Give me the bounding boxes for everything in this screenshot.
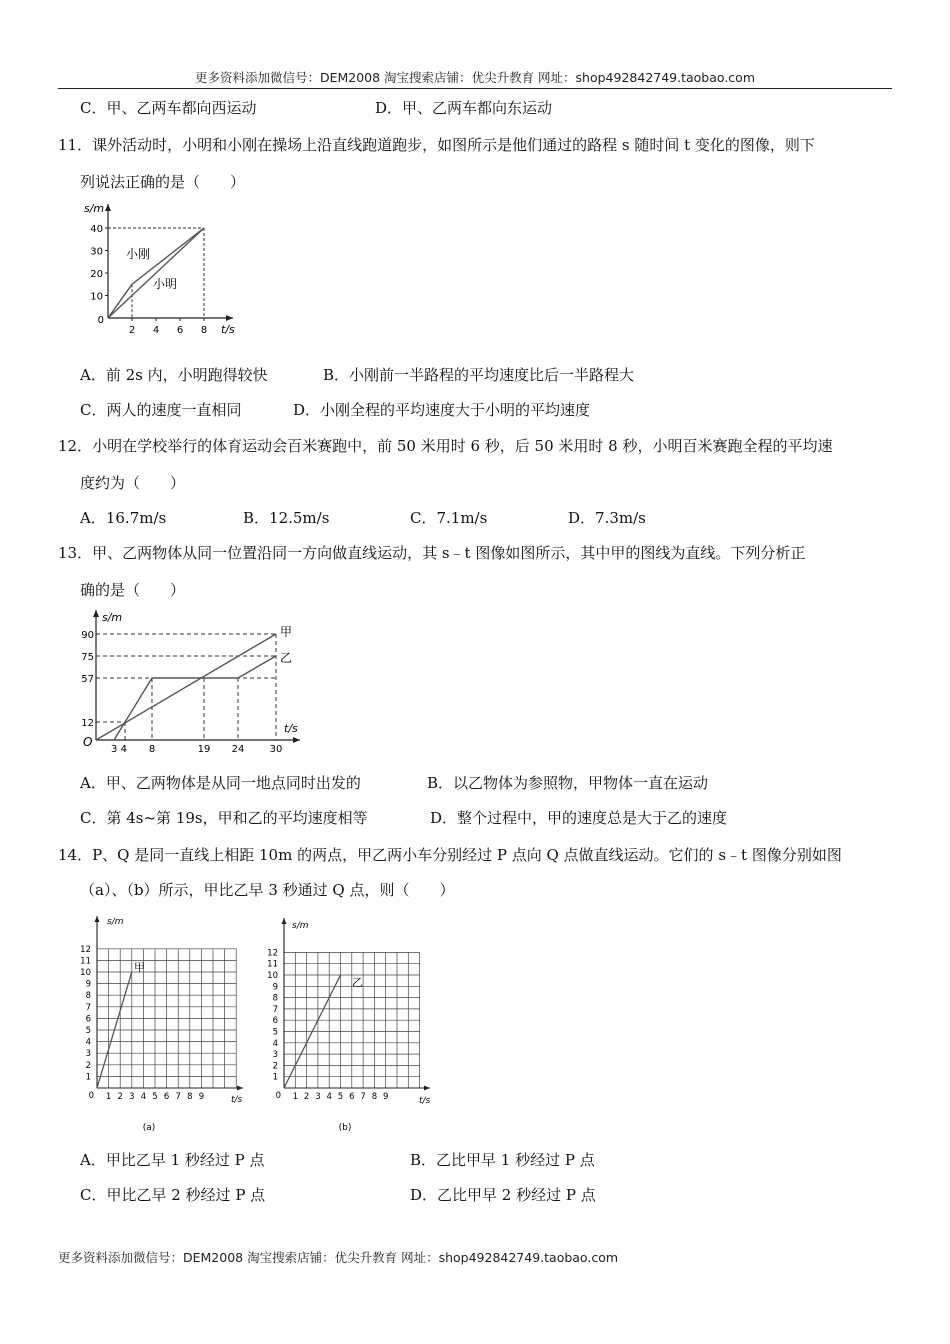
- x-axis-arrow: [237, 1086, 243, 1091]
- x-axis-label: t/s: [284, 722, 298, 735]
- x-tick-label: 8: [148, 744, 156, 754]
- y-axis-arrow: [282, 918, 287, 924]
- x-tick-label: 1: [292, 1092, 299, 1102]
- y-tick-label: 90: [81, 630, 94, 641]
- x-axis-arrow: [293, 737, 300, 743]
- y-tick-label: 1: [272, 1072, 278, 1083]
- x-tick-label: 9: [198, 1092, 205, 1102]
- y-tick-label: 5: [85, 1026, 91, 1036]
- series-label-jia: 甲: [280, 625, 293, 639]
- y-tick-label: 1: [85, 1072, 91, 1083]
- x-tick-label: 8: [200, 325, 208, 336]
- y-tick-label: 12: [80, 944, 91, 955]
- q11-chart: [78, 196, 248, 341]
- q10-option-d: D．甲、乙两车都向东运动: [375, 99, 553, 117]
- x-tick-label: 4: [152, 325, 160, 336]
- q13-option-d: D．整个过程中，甲的速度总是大于乙的速度: [430, 809, 728, 827]
- x-tick-label: 3: [129, 1092, 135, 1102]
- y-tick-label: 75: [81, 652, 94, 663]
- x-tick-label: 6: [176, 325, 184, 336]
- x-tick-label: 5: [337, 1092, 344, 1102]
- x-axis-arrow: [226, 315, 233, 321]
- x-tick-label: 7: [360, 1092, 366, 1102]
- q13-option-c: C．第 4s~第 19s，甲和乙的平均速度相等: [80, 809, 368, 827]
- q12-option-c: C．7.1m/s: [410, 509, 488, 527]
- chart-caption-a: (a): [142, 1123, 156, 1133]
- x-tick-label: 1: [105, 1092, 112, 1102]
- q12-stem-line2: 度约为（ ）: [80, 474, 186, 492]
- y-tick-label: 20: [90, 269, 103, 280]
- q13-option-a: A．甲、乙两物体是从同一地点同时出发的: [80, 774, 361, 792]
- q11-option-c: C．两人的速度一直相同: [80, 401, 242, 419]
- y-axis-arrow: [105, 204, 111, 211]
- series-yi-line: [114, 656, 276, 740]
- q11-option-a: A．前 2s 内，小明跑得较快: [80, 366, 268, 384]
- y-tick-label: 8: [272, 993, 278, 1004]
- x-tick-label: 7: [175, 1092, 181, 1102]
- q14-stem-line2: （a）、（b）所示，甲比乙早 3 秒通过 Q 点，则（ ）: [80, 881, 455, 899]
- x-axis-label: t/s: [231, 1095, 243, 1105]
- x-tick-label: 2: [117, 1092, 123, 1102]
- x-axis-label: t/s: [221, 323, 235, 336]
- y-tick-label: 10: [267, 971, 278, 981]
- y-tick-label: 7: [272, 1004, 278, 1015]
- q14-stem-line1: 14．P、Q 是同一直线上相距 10m 的两点，甲乙两小车分别经过 P 点向 Q 点做直线运动。它们的 s﹣t 图像分别如图: [58, 846, 842, 864]
- y-axis-label: s/m: [292, 921, 309, 931]
- q13-stem-line1: 13．甲、乙两物体从同一位置沿同一方向做直线运动，其 s﹣t 图像如图所示，其中甲的图线为直线。下列分析正: [58, 544, 806, 562]
- y-tick-label: 10: [90, 291, 103, 303]
- y-tick-label: 8: [85, 991, 91, 1002]
- q13-chart: [78, 604, 303, 754]
- q11-option-d: D．小刚全程的平均速度大于小明的平均速度: [293, 401, 591, 419]
- x-tick-label: 4: [326, 1092, 332, 1102]
- y-axis-label: s/m: [102, 611, 123, 624]
- q13-option-b: B．以乙物体为参照物，甲物体一直在运动: [427, 774, 709, 792]
- y-tick-label: 5: [272, 1027, 278, 1038]
- y-axis-arrow: [95, 916, 100, 922]
- y-axis-arrow: [93, 610, 99, 617]
- q12-option-b: B．12.5m/s: [243, 509, 330, 527]
- q14-option-b: B．乙比甲早 1 秒经过 P 点: [410, 1151, 595, 1169]
- x-tick-label: 5: [152, 1092, 158, 1102]
- x-tick-label: 8: [187, 1092, 193, 1102]
- origin-label: 0: [97, 315, 104, 326]
- y-tick-label: 2: [272, 1061, 278, 1072]
- y-tick-label: 2: [85, 1060, 91, 1071]
- y-tick-label: 6: [272, 1016, 278, 1027]
- q14-option-d: D．乙比甲早 2 秒经过 P 点: [410, 1186, 596, 1204]
- y-tick-label: 3: [85, 1049, 91, 1060]
- q13-stem-line2: 确的是（ ）: [80, 581, 186, 599]
- x-tick-label: 24: [231, 744, 245, 754]
- y-tick-label: 30: [90, 246, 103, 258]
- y-tick-label: 6: [85, 1014, 91, 1025]
- y-tick-label: 12: [267, 948, 278, 959]
- y-tick-label: 4: [85, 1037, 91, 1048]
- y-tick-label: 57: [81, 674, 94, 685]
- origin-label: O: [83, 735, 93, 749]
- y-tick-label: 4: [272, 1038, 278, 1049]
- x-axis-label: t/s: [419, 1096, 431, 1106]
- page-footer: 更多资料添加微信号：DEM2008 淘宝搜索店铺：优尖升教育 网址：shop492842749.taobao.com: [58, 1250, 619, 1265]
- origin-label: 0: [275, 1091, 281, 1101]
- q14-chart-a: [75, 910, 250, 1138]
- x-tick-label: 2: [128, 325, 136, 336]
- series-label-yi: 乙: [352, 976, 363, 989]
- q12-stem-line1: 12．小明在学校举行的体育运动会百米赛跑中，前 50 米用时 6 秒，后 50 米用时 8 秒，小明百米赛跑全程的平均速: [58, 437, 833, 455]
- x-axis-arrow: [424, 1086, 430, 1091]
- x-tick-label: 6: [349, 1092, 355, 1102]
- q11-stem-line2: 列说法正确的是（ ）: [80, 173, 246, 191]
- q12-option-a: A．16.7m/s: [80, 509, 167, 527]
- series-label-jia: 甲: [134, 961, 145, 974]
- series-label-yi: 乙: [280, 651, 293, 665]
- x-tick-label: 19: [197, 744, 211, 754]
- q11-option-b: B．小刚前一半路程的平均速度比后一半路程大: [323, 366, 635, 384]
- q11-stem-line1: 11．课外活动时，小明和小刚在操场上沿直线跑道跑步，如图所示是他们通过的路程 s 随时间 t 变化的图像，则下: [58, 136, 815, 154]
- x-tick-label: 3 4: [111, 744, 127, 754]
- y-tick-label: 11: [267, 959, 278, 970]
- x-tick-label: 4: [140, 1092, 147, 1102]
- q14-option-a: A．甲比乙早 1 秒经过 P 点: [80, 1151, 265, 1169]
- q12-option-d: D．7.3m/s: [568, 509, 646, 527]
- y-tick-label: 7: [85, 1002, 91, 1013]
- chart-caption-b: (b): [338, 1123, 352, 1133]
- y-axis-label: s/m: [84, 202, 105, 215]
- y-tick-label: 12: [81, 718, 94, 729]
- x-tick-label: 2: [303, 1092, 310, 1102]
- series-label-xiaoming: 小明: [153, 277, 178, 291]
- x-tick-label: 3: [315, 1092, 321, 1102]
- y-tick-label: 3: [272, 1050, 278, 1061]
- y-tick-label: 9: [272, 982, 278, 993]
- y-axis-label: s/m: [107, 917, 124, 927]
- series-xiaoming-line: [108, 228, 204, 318]
- page-header: 更多资料添加微信号：DEM2008 淘宝搜索店铺：优尖升教育 网址：shop492842749.taobao.com: [194, 70, 756, 85]
- y-tick-label: 40: [90, 224, 103, 235]
- x-tick-label: 30: [269, 744, 283, 754]
- x-tick-label: 9: [382, 1092, 389, 1102]
- q14-option-c: C．甲比乙早 2 秒经过 P 点: [80, 1186, 266, 1204]
- y-tick-label: 10: [80, 968, 91, 978]
- q14-chart-b: [262, 914, 437, 1142]
- y-tick-label: 11: [80, 956, 91, 967]
- series-label-xiaogang: 小刚: [126, 247, 151, 261]
- origin-label: 0: [88, 1091, 94, 1101]
- q10-option-c: C．甲、乙两车都向西运动: [80, 99, 257, 117]
- y-tick-label: 9: [85, 979, 91, 990]
- x-tick-label: 6: [163, 1092, 170, 1102]
- header-divider: [58, 88, 892, 89]
- x-tick-label: 8: [371, 1092, 378, 1102]
